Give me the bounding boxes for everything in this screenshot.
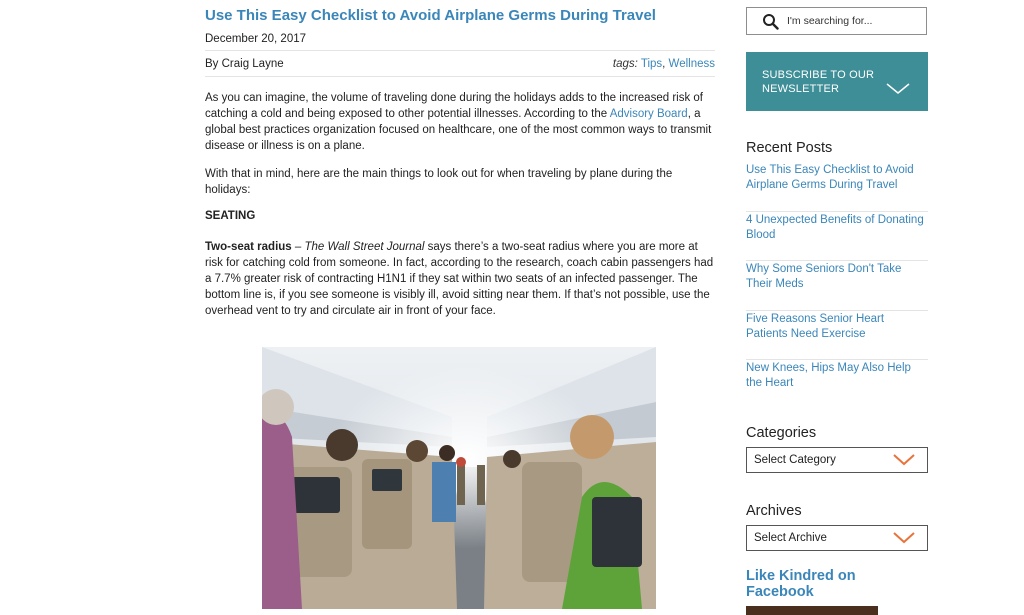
divider xyxy=(205,76,715,77)
paragraph-text: , a global best practices organization focused on healthcare, one of the most common ways to transmit disease or illness is on a plane. xyxy=(205,108,712,152)
post-tags xyxy=(613,58,715,70)
post-title[interactable]: Use This Easy Checklist to Avoid Airplane Germs During Travel xyxy=(205,7,656,24)
list-item xyxy=(746,360,928,410)
category-select-value: Select Category xyxy=(754,454,836,466)
archives-title: Archives xyxy=(746,503,802,519)
recent-post-link[interactable]: 4 Unexpected Benefits of Donating Blood xyxy=(746,213,924,241)
archive-select-value: Select Archive xyxy=(754,532,827,544)
subscribe-label: SUBSCRIBE TO OUR NEWSLETTER xyxy=(762,69,875,95)
post-date: December 20, 2017 xyxy=(205,33,307,45)
advisory-board-link[interactable]: Advisory Board xyxy=(609,108,688,120)
recent-posts-title: Recent Posts xyxy=(746,140,833,156)
publication-name: The Wall Street Journal xyxy=(304,241,425,253)
facebook-widget[interactable] xyxy=(746,606,878,615)
recent-post-link[interactable]: Five Reasons Senior Heart Patients Need Exercise xyxy=(746,312,885,340)
search-input[interactable] xyxy=(787,8,922,34)
paragraph-with-that: With that in mind, here are the main things to look out for when traveling by plane during the holidays: xyxy=(205,168,673,196)
list-item xyxy=(746,311,928,361)
tag-separator: , xyxy=(662,58,669,70)
list-item xyxy=(746,162,928,212)
dash: – xyxy=(291,241,305,253)
category-select[interactable] xyxy=(746,447,928,473)
paragraph-text: says there’s a two-seat radius where you are more at risk for catching cold from someone. In fact, according to the research, coach cabin passengers had a 7.7% greater risk of contracting H1N1 if they sat within two seats of an infected passenger. The bottom line is, if you see someone is visibly ill, avoid sitting near them. If that’s not possible, use the overhead vent to try and circulate air in front of your face. xyxy=(205,241,714,317)
list-item xyxy=(746,261,928,311)
chevron-down-icon xyxy=(893,532,915,544)
paragraph-intro xyxy=(205,90,715,154)
author-byline: By Craig Layne xyxy=(205,58,284,70)
chevron-down-icon xyxy=(886,83,910,95)
recent-post-link[interactable]: Use This Easy Checklist to Avoid Airplane Germs During Travel xyxy=(746,164,914,191)
recent-post-link[interactable]: New Knees, Hips May Also Help the Heart xyxy=(746,362,911,389)
paragraph-two-seat-radius xyxy=(205,239,715,319)
paragraph-text: As you can imagine, the volume of traveling done during the holidays adds to the increased risk of catching a cold and being exposed to other potential illnesses. According to the xyxy=(205,92,703,120)
archive-select[interactable] xyxy=(746,525,928,551)
facebook-widget-title[interactable]: Like Kindred on Facebook xyxy=(746,568,856,600)
list-item xyxy=(746,212,928,262)
recent-posts-list xyxy=(746,162,928,410)
categories-title: Categories xyxy=(746,425,817,441)
search-box[interactable] xyxy=(746,7,927,35)
tag-link-wellness[interactable]: Wellness xyxy=(668,58,715,70)
tag-link-tips[interactable]: Tips xyxy=(640,58,663,70)
recent-post-link[interactable]: Why Some Seniors Don't Take Their Meds xyxy=(746,263,902,290)
bold-term: Two-seat radius xyxy=(205,241,292,253)
tags-label: tags: xyxy=(612,58,638,70)
search-icon[interactable] xyxy=(762,13,779,30)
chevron-down-icon xyxy=(893,454,915,466)
airplane-cabin-photo xyxy=(262,347,656,609)
divider xyxy=(205,50,715,51)
subscribe-newsletter-button[interactable] xyxy=(746,52,928,111)
section-heading: SEATING xyxy=(205,210,256,222)
